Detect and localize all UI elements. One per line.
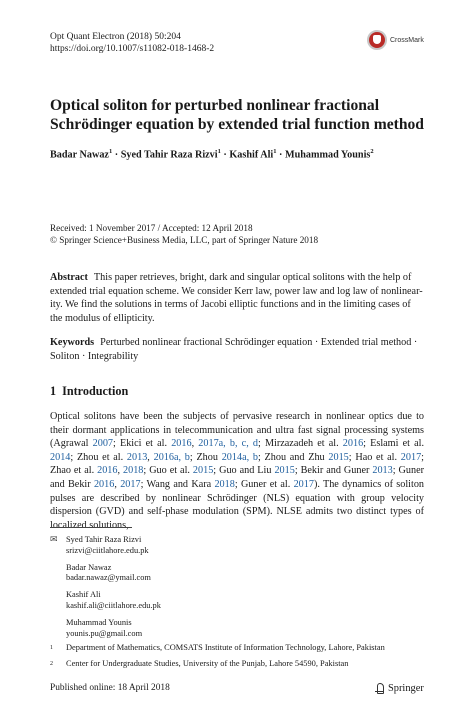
citation-link[interactable]: 2014: [50, 451, 71, 463]
doi-link[interactable]: https://doi.org/10.1007/s11082-018-1468-2: [50, 44, 215, 54]
affiliation-text: Department of Mathematics, COMSATS Institute of Information Technology, Lahore, Pakistan: [66, 643, 385, 652]
abstract-line: extended trial equation scheme. We consider Kerr law, power law and log law of nonlinear-: [50, 285, 423, 297]
keywords-line: Perturbed nonlinear fractional Schrödinger equation · Extended trial method ·: [100, 337, 418, 348]
citation-link[interactable]: 2016: [342, 438, 364, 450]
section-number: 1: [50, 384, 57, 398]
citation-link[interactable]: 2017a, b, c, d: [198, 438, 258, 450]
contact-name: Muhammad Younis: [66, 617, 132, 627]
body-text: ; Guner et al.: [234, 478, 294, 490]
body-text: ; Guo and Liu: [213, 465, 275, 477]
crossmark-icon: [367, 30, 387, 50]
author-name: Muhammad Younis: [284, 149, 371, 161]
contact-email[interactable]: kashif.ali@ciitlahore.edu.pk: [66, 600, 161, 610]
author-separator: ·: [220, 149, 230, 161]
abstract-line: ity. We find the solutions in terms of Jacobi elliptic functions and in the limiting cases of: [50, 299, 411, 311]
journal-header: [50, 31, 214, 55]
contact-email[interactable]: badar.nawaz@ymail.com: [66, 573, 151, 583]
abstract-label: Abstract: [50, 272, 88, 283]
contact-email[interactable]: srizvi@ciitlahore.edu.pk: [66, 545, 149, 555]
body-text: ; Zhou and Zhu: [257, 451, 329, 463]
author-separator: ·: [112, 149, 121, 161]
affiliation-entry: [50, 659, 440, 670]
body-text: ; Zhou: [189, 451, 222, 463]
affiliation-number: 2: [50, 660, 53, 667]
citation-link[interactable]: 2015: [274, 465, 295, 477]
abstract-block: [50, 271, 424, 325]
contact-name: Kashif Ali: [66, 590, 101, 600]
citation-link[interactable]: 2016: [97, 465, 118, 477]
body-text: ; Ekici et al.: [113, 438, 172, 450]
author-name: Kashif Ali: [229, 149, 274, 161]
keywords-line: Soliton · Integrability: [50, 350, 139, 362]
keywords-block: [50, 336, 424, 363]
author-affiliation-mark: 1: [273, 148, 277, 155]
article-history: [50, 222, 318, 246]
keywords-label: Keywords: [50, 337, 95, 348]
contact-entry: [50, 563, 161, 585]
citation-link[interactable]: 2017: [120, 478, 141, 490]
contact-name: Syed Tahir Raza Rizvi: [66, 535, 142, 544]
author-name: Syed Tahir Raza Rizvi: [120, 149, 218, 161]
author-affiliation-mark: 1: [108, 148, 113, 155]
body-text: ,: [117, 465, 124, 477]
body-text: ). The dynamics of soliton pulses are described by nonlinear Schrödinger (NLS) equation with group velocity dispersion (GVD) and self-phase modulation (SPM). NLSE admits two distinct types of localized solutions,: [50, 478, 425, 531]
section-title: Introduction: [62, 384, 129, 398]
citation-link[interactable]: 2014a, b: [221, 451, 258, 463]
affiliations: [50, 643, 440, 675]
springer-horse-icon: [375, 682, 385, 694]
citation-link[interactable]: 2017: [400, 451, 422, 463]
citation-link[interactable]: 2015: [192, 465, 214, 477]
corresponding-contacts: [50, 534, 161, 645]
affiliation-number: 1: [50, 645, 53, 651]
body-text: ,: [147, 451, 154, 463]
contact-entry: [50, 590, 161, 612]
contact-email[interactable]: younis.pu@gmail.com: [66, 628, 143, 638]
author-affiliation-mark: 1: [217, 148, 221, 155]
body-text: ; Guner and Bekir: [50, 465, 424, 490]
crossmark-badge[interactable]: [367, 29, 433, 51]
citation-link[interactable]: 2013: [126, 451, 148, 463]
affiliation-entry: [50, 643, 440, 654]
citation-link[interactable]: 2016a, b: [153, 451, 190, 463]
body-text: ; Zhao et al.: [50, 451, 424, 477]
journal-citation: Opt Quant Electron (2018) 50:204: [50, 32, 181, 42]
envelope-icon: ✉: [50, 534, 58, 544]
body-text: ; Mirzazadeh et al.: [258, 438, 343, 450]
contact-entry: [50, 534, 161, 557]
section-heading: [50, 384, 128, 399]
publisher-logo: [375, 682, 424, 694]
citation-link[interactable]: 2018: [214, 478, 235, 490]
body-text: ; Eslami et al.: [363, 438, 424, 450]
citation-link[interactable]: 2013: [372, 465, 393, 477]
body-text: Optical solitons have been the subjects of pervasive research in nonlinear optics due to their dormant applications in telecommunication and ultra fast signal processing systems (Agrawal: [50, 411, 424, 450]
body-text: ; Bekir and Guner: [294, 465, 373, 477]
title-line-1: Optical soliton for perturbed nonlinear fractional: [50, 97, 380, 114]
publisher-name: Springer: [388, 682, 424, 694]
citation-link[interactable]: 2007: [92, 438, 113, 450]
author-affiliation-mark: 2: [370, 148, 374, 155]
citation-link[interactable]: 2017: [293, 478, 314, 490]
author-list: [50, 148, 450, 160]
citation-link[interactable]: 2015: [328, 451, 349, 463]
crossmark-label: CrossMark: [390, 36, 424, 44]
copyright-notice: © Springer Science+Business Media, LLC, part of Springer Nature 2018: [50, 235, 319, 245]
citation-link[interactable]: 2016: [171, 438, 192, 450]
author-name: Badar Nawaz: [50, 149, 109, 161]
abstract-line: the modulus of ellipticity.: [50, 312, 155, 324]
author-separator: ·: [276, 149, 285, 161]
body-text: ; Guo et al.: [143, 465, 193, 477]
citation-link[interactable]: 2018: [123, 465, 144, 477]
introduction-paragraph: [50, 410, 424, 532]
published-date: Published online: 18 April 2018: [50, 683, 170, 693]
affiliation-text: Center for Undergraduate Studies, University of the Punjab, Lahore 54590, Pakistan: [66, 658, 349, 668]
citation-link[interactable]: 2016: [93, 478, 115, 490]
footnote-divider: [50, 527, 132, 528]
received-accepted-dates: Received: 1 November 2017 / Accepted: 12 April 2018: [50, 223, 253, 233]
paper-title: [50, 96, 440, 134]
abstract-line: This paper retrieves, bright, dark and singular optical solitons with the help of: [93, 272, 412, 283]
contact-entry: [50, 618, 161, 640]
body-text: ; Wang and Kara: [140, 478, 215, 490]
contact-name: Badar Nawaz: [66, 562, 112, 572]
body-text: ,: [191, 438, 199, 450]
body-text: ; Hao et al.: [348, 451, 401, 463]
body-text: ,: [114, 478, 121, 490]
title-line-2: Schrödinger equation by extended trial function method: [50, 116, 424, 133]
body-text: ; Zhou et al.: [70, 451, 127, 463]
